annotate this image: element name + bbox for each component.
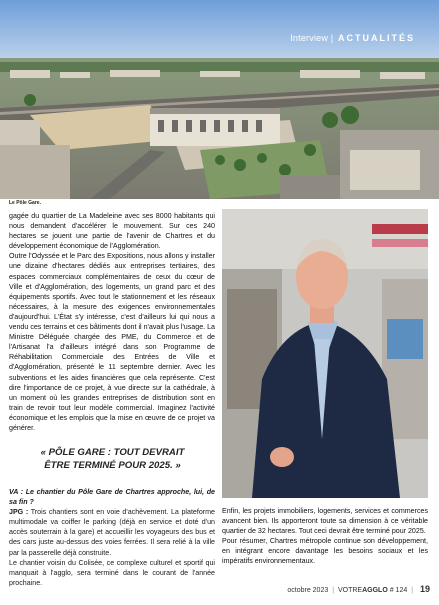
body-paragraph: gagée du quartier de La Madeleine avec ses 8000 habitants qui nous demandent d'accélérer le mouvement. Sur ces 240 hectares se jouent une partie de l'avenir de Chartres et du développement économique de l'Agglomération. xyxy=(9,212,215,251)
body-right-column xyxy=(222,506,428,567)
section-name: ACTUALITÉS xyxy=(338,33,415,43)
footer-separator: | xyxy=(332,587,335,594)
footer-separator: | xyxy=(411,587,414,594)
aerial-photo-illustration xyxy=(0,0,439,199)
question xyxy=(9,487,215,507)
body-paragraph: Enfin, les projets immobiliers, logements, services et commerces avancent bien. Ils apporteront toute sa dimension à ce véritable quartier de 32 hectares. Tout ceci devrait être terminé pour 2025. xyxy=(222,507,428,536)
question-prefix: VA : xyxy=(9,488,24,496)
qa-block xyxy=(9,487,215,588)
section-prefix: Interview | xyxy=(290,33,334,43)
answer xyxy=(9,507,215,557)
body-paragraph: Outre l'Odyssée et le Parc des Expositions, nous allons y installer une dizaine d'hectares dédiés aux entreprises tertiaires, des espaces commerciaux complémentaires de ceux du cœur de Ville et d'Agglomération, des logements, un grand parc et des équipements sportifs. Avec tout le stationnement et les réseaux nécessaires, à la mesure des exigences environnementales d'aujourd'hui. L'État s'y intéresse, c'est d'ailleurs lui qui nous a vendu ces terrains et ces bâtiments dont il n'avait plus l'usage. La Ministre Déléguée chargée des PME, du Commerce et de l'Artisanat l'a d'ailleurs intégré dans son Programme de Réhabilitation Commerciale des Entrées de Ville et d'Agglomération, présenté le 11 septembre dernier. Avec les subventions et les aides financières que cela représente. C'est dire l'importance de ce projet, à vue directe sur la cathédrale, à un moment où les grandes entreprises de distribution sont en train de revoir tout leur modèle commercial. Imaginez l'activité économique et les emplois que la mise en œuvre de ce projet va générer. xyxy=(9,252,215,432)
page-footer xyxy=(287,584,430,594)
page-number: 19 xyxy=(419,584,430,594)
body-left-column xyxy=(9,211,215,433)
answer-continued: Le chantier voisin du Colisée, ce complexe culturel et sportif qui manquait à l'agglo, sera terminé dans le courant de l'année prochaine. xyxy=(9,558,215,587)
body-paragraph: Pour résumer, Chartres métropole continue son développement, en intégrant encore davantage les besoins sociaux et les impératifs environnementaux. xyxy=(222,537,428,566)
answer-prefix: JPG : xyxy=(9,508,29,517)
footer-mag-name: AGGLO xyxy=(362,587,388,594)
footer-mag-prefix: VOTRE xyxy=(337,587,363,594)
footer-issue: # 124 xyxy=(389,587,408,594)
portrait-photo xyxy=(222,209,428,498)
footer-date: octobre 2023 xyxy=(287,587,329,594)
question-text: Le chantier du Pôle Gare de Chartres approche, lui, de sa fin ? xyxy=(9,488,215,507)
answer-text: Trois chantiers sont en voie d'achèvement. La plateforme multimodale va coiffer le parking (déjà en service et doté d'un accès souterrain à la gare) et accueillir les voyageurs des bus et des cars juste au-dessus des voies ferrées. Il sera relié à la ville par la passerelle déjà construite. xyxy=(9,508,215,557)
aerial-photo xyxy=(0,0,439,199)
section-label xyxy=(290,33,415,43)
photo-caption: Le Pôle Gare. xyxy=(9,200,41,206)
pull-quote: « PÔLE GARE : TOUT DEVRAIT ÊTRE TERMINÉ POUR 2025. » xyxy=(40,447,185,471)
portrait-illustration xyxy=(222,209,428,498)
